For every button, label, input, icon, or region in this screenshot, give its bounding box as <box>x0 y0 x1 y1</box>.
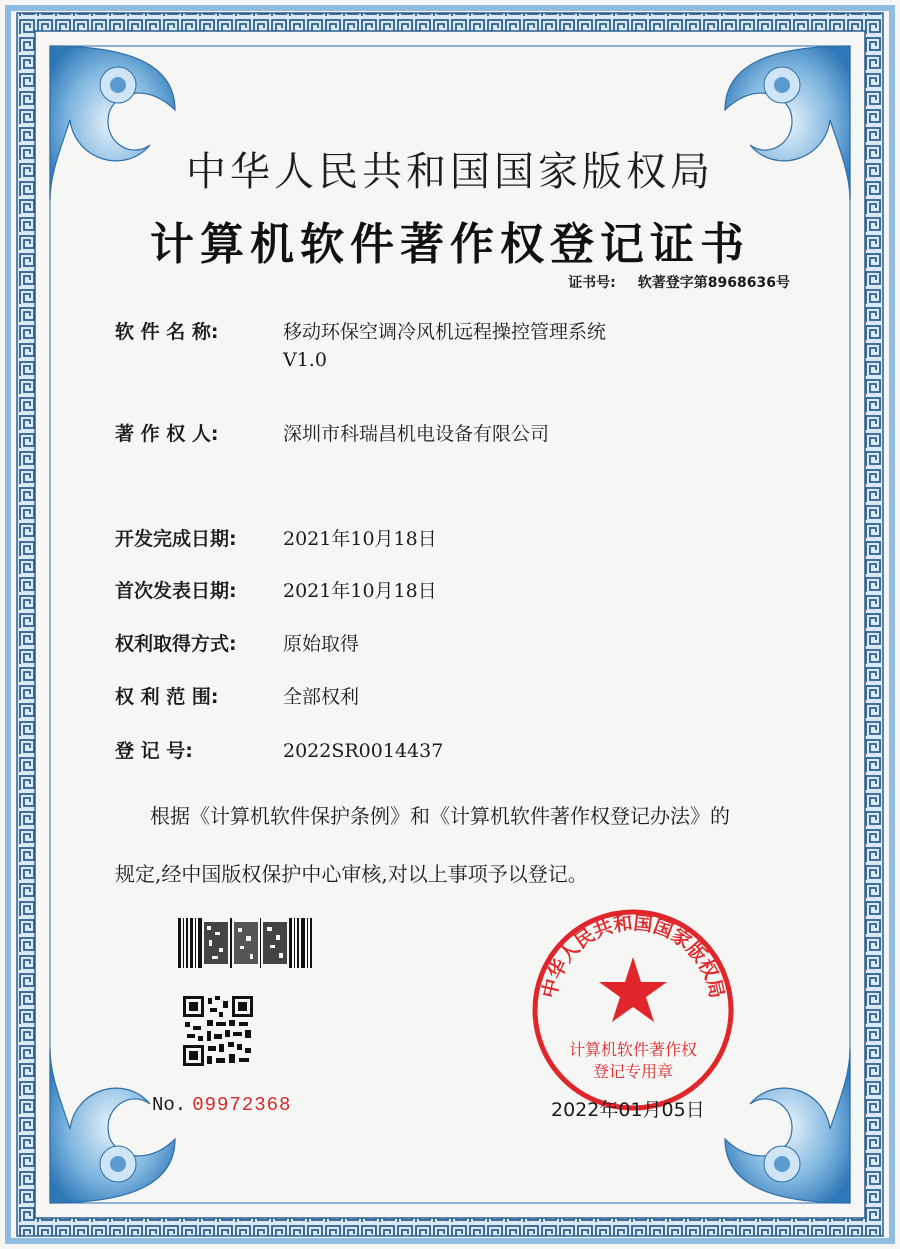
issue-date: 2022年01月05日 <box>551 1099 705 1121</box>
corner-ornament-bottom-right <box>725 1049 850 1203</box>
acquisition-method-value: 原始取得 <box>283 633 360 655</box>
certificate-title: 计算机软件著作权登记证书 <box>150 219 750 270</box>
copyright-holder-label: 著 作 权 人: <box>115 423 219 445</box>
publication-date-label: 首次发表日期: <box>115 580 237 602</box>
seal-outer-text: 中华人民共和国国家版权局 <box>538 912 728 1001</box>
rights-scope-label: 权 利 范 围: <box>115 686 219 708</box>
software-name-label: 软 件 名 称: <box>115 321 219 343</box>
certificate-number-label: 证书号: <box>568 275 616 291</box>
copyright-holder-value: 深圳市科瑞昌机电设备有限公司 <box>283 423 550 445</box>
statement-line-2: 规定,经中国版权保护中心审核,对以上事项予以登记。 <box>115 862 588 886</box>
barcode-image <box>178 918 312 968</box>
seal-star-icon <box>599 957 667 1022</box>
statement-line-1: 根据《计算机软件保护条例》和《计算机软件著作权登记办法》的 <box>150 804 730 828</box>
serial-value: 09972368 <box>192 1094 292 1116</box>
rights-scope-value: 全部权利 <box>283 686 360 708</box>
seal-inner-line-2: 登记专用章 <box>592 1062 674 1081</box>
seal-inner-line-1: 计算机软件著作权 <box>568 1040 698 1059</box>
completion-date-label: 开发完成日期: <box>115 528 237 550</box>
publication-date-value: 2021年10月18日 <box>283 580 437 602</box>
software-version: V1.0 <box>283 349 327 371</box>
serial-number <box>152 1094 291 1116</box>
registration-number-value: 2022SR0014437 <box>283 740 444 762</box>
official-seal <box>528 905 738 1115</box>
acquisition-method-label: 权利取得方式: <box>115 633 237 655</box>
registration-number-label: 登 记 号: <box>115 740 193 762</box>
issuer-title: 中华人民共和国国家版权局 <box>186 149 714 195</box>
completion-date-value: 2021年10月18日 <box>283 528 437 550</box>
certificate-number-value: 软著登字第8968636号 <box>637 275 790 291</box>
corner-ornament-bottom-left <box>50 1049 175 1203</box>
certificate-number <box>568 272 790 292</box>
serial-prefix: No. <box>152 1094 187 1116</box>
qr-code-image <box>183 996 253 1066</box>
software-name-value: 移动环保空调冷风机远程操控管理系统 <box>283 321 607 343</box>
